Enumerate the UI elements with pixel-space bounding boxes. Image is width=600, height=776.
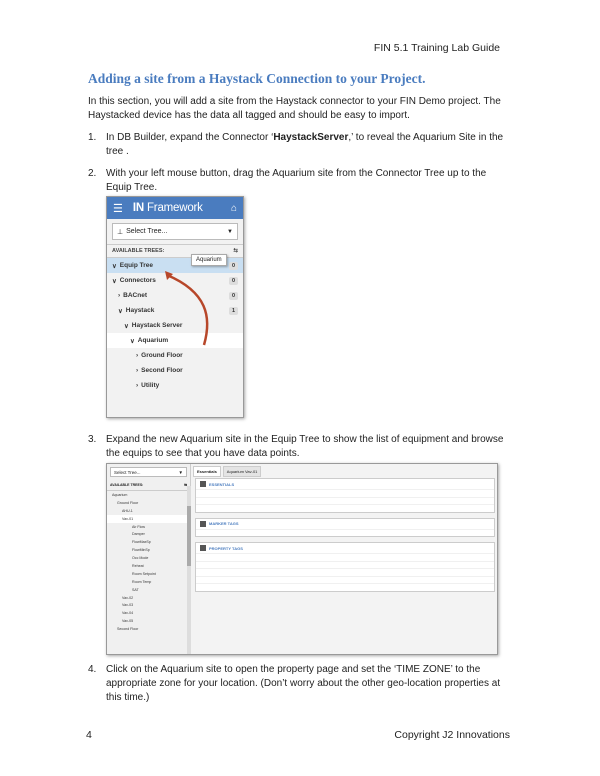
tree-item[interactable]: Vav-05 — [122, 619, 134, 624]
chevron-icon: ∨ — [112, 262, 117, 270]
tree-item[interactable]: Vav-02 — [122, 595, 134, 600]
tree-item[interactable]: Air Flow — [132, 524, 145, 529]
count-badge: 1 — [229, 307, 238, 315]
tree-item[interactable]: Vav-04 — [122, 611, 134, 616]
step-text: Click on the Aquarium site to open the property page and set the ‘TIME ZONE’ to the appropriate zone for your location. (Don’t worry about the other geo-location properties at this time.) — [106, 664, 501, 703]
chevron-down-icon: ▼ — [178, 469, 183, 475]
step-text: Expand the new Aquarium site in the Equip Tree to show the list of equipment and browse the equips to see that you have data points. — [106, 434, 504, 459]
running-header: FIN 5.1 Training Lab Guide — [373, 42, 500, 54]
chevron-icon: ∨ — [124, 322, 129, 330]
tree-item[interactable]: SAT — [132, 587, 139, 592]
step-number: 2. — [88, 168, 97, 179]
property-page — [195, 478, 495, 597]
tree-item-label: Ground Floor — [141, 352, 183, 359]
page-number: 4 — [86, 729, 92, 741]
tree-panel — [107, 464, 191, 655]
tree-item-label: Utility — [141, 382, 160, 389]
tab-aquarium-vav-01[interactable]: Aquarium Vav-01 — [223, 466, 262, 477]
chevron-icon: ∨ — [118, 307, 123, 315]
property-tags-icon — [200, 545, 206, 551]
tree-item[interactable]: Aquarium — [112, 492, 128, 497]
marker-tags-panel: MARKER TAGS — [195, 518, 495, 538]
count-badge: 0 — [229, 262, 238, 270]
equip-tree-list — [107, 491, 190, 633]
available-trees-header: AVAILABLE TREES: ⇆ — [107, 480, 190, 491]
tree-item[interactable]: FlowMaxSp — [132, 540, 151, 545]
tree-item[interactable]: Ground Floor — [117, 500, 139, 505]
tree-item-label: Haystack Server — [131, 322, 183, 329]
tree-item[interactable]: AHU-1 — [122, 508, 133, 513]
hamburger-menu-icon[interactable]: ☰ — [113, 202, 123, 215]
tree-icon: ⊥ — [117, 228, 124, 236]
select-tree-dropdown[interactable]: Select Tree... ▼ — [110, 467, 187, 477]
tree-item-label: Connectors — [119, 277, 156, 284]
screenshot-equip-tree — [106, 463, 498, 655]
drag-tooltip: Aquarium — [191, 254, 227, 266]
tree-item[interactable]: Occ Mode — [132, 556, 149, 561]
tree-item[interactable]: Vav-01 — [107, 515, 190, 523]
chevron-icon: › — [136, 367, 139, 374]
tab-essentials[interactable]: Essentials — [193, 466, 221, 477]
tree-item[interactable]: Room Setpoint — [132, 571, 156, 576]
property-tags-panel: PROPERTY TAGS — [195, 542, 495, 592]
chevron-icon: › — [136, 382, 139, 389]
tab-bar — [193, 466, 261, 477]
tree-item-label: BACnet — [123, 292, 148, 299]
chevron-icon: › — [136, 352, 139, 359]
tree-item-label: Aquarium — [137, 337, 169, 344]
tree-item[interactable]: Room Temp — [132, 579, 152, 584]
drag-arrow — [107, 197, 244, 418]
collapse-icon: ⇆ — [233, 248, 238, 254]
chevron-icon: ∨ — [130, 337, 135, 345]
count-badge: 0 — [229, 277, 238, 285]
step-number: 4. — [88, 664, 97, 675]
essentials-panel: ESSENTIALS — [195, 478, 495, 513]
step-number: 1. — [88, 132, 97, 143]
count-badge: 0 — [229, 292, 238, 300]
tree-item[interactable]: Damper — [132, 532, 145, 537]
chevron-down-icon: ▼ — [227, 228, 233, 235]
step-text: In DB Builder, expand the Connector ‘HaystackServer,’ to reveal the Aquarium Site in the tree . — [106, 132, 504, 157]
tree-item-label: Equip Tree — [119, 262, 153, 269]
essentials-icon — [200, 481, 206, 487]
copyright: Copyright J2 Innovations — [394, 729, 510, 741]
tree-item[interactable]: FlowMinSp — [132, 548, 150, 553]
tree-item-label: Haystack — [125, 307, 155, 314]
home-icon[interactable]: ⌂ — [230, 202, 237, 214]
tree-item[interactable]: Second Floor — [117, 627, 139, 632]
screenshot-connector-tree — [106, 196, 244, 418]
section-title: Adding a site from a Haystack Connection to your Project. — [88, 71, 426, 86]
intro-paragraph: In this section, you will add a site from the Haystack connector to your FIN Demo project. The Haystacked device has the data all tagged and should be easy to import. — [88, 96, 501, 121]
select-tree-dropdown[interactable]: ⊥ Select Tree... ▼ — [112, 223, 238, 240]
marker-tags-icon — [200, 521, 206, 527]
tree-item[interactable]: Vav-03 — [122, 603, 134, 608]
fin-framework-logo: IN Framework — [132, 202, 203, 214]
tree-item[interactable]: Reheat — [132, 563, 144, 568]
chevron-icon: ∨ — [112, 277, 117, 285]
available-trees-header: AVAILABLE TREES: ⇆ — [107, 244, 243, 258]
step-text: With your left mouse button, drag the Aquarium site from the Connector Tree up to the Equip Tree. — [106, 168, 487, 193]
scrollbar[interactable] — [187, 486, 191, 655]
chevron-icon: › — [118, 292, 121, 299]
step-number: 3. — [88, 434, 97, 445]
tree-item-label: Second Floor — [141, 367, 183, 374]
